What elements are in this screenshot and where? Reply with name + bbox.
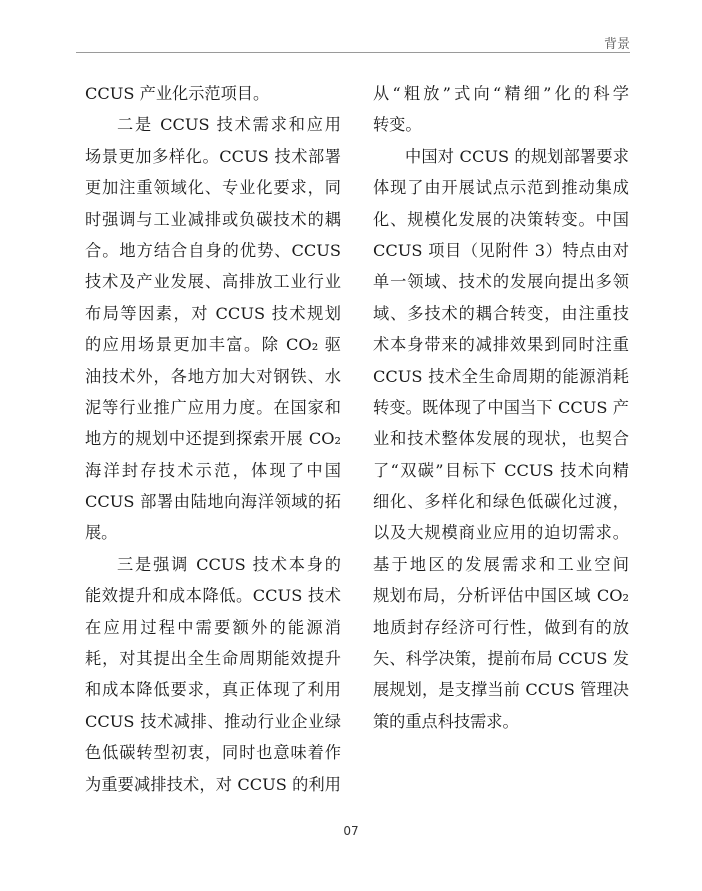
left-text-column — [85, 78, 341, 800]
text-line: 域、多技术的耦合转变，由注重技 — [373, 303, 629, 323]
right-text-column — [373, 78, 629, 737]
text-line: 业和技术整体发展的现状，也契合 — [373, 429, 629, 449]
text-line: 转变。 — [373, 115, 422, 135]
text-line: 单一领域、技术的发展向提出多领 — [373, 272, 629, 292]
text-line: 地方的规划中还提到探索开展 CO₂ — [85, 429, 341, 449]
text-line: 场景更加多样化。CCUS 技术部署 — [85, 146, 341, 166]
text-line: 三是强调 CCUS 技术本身的 — [117, 554, 341, 574]
text-line: CCUS 项目（见附件 3）特点由对 — [373, 240, 629, 260]
text-line: 以及大规模商业应用的迫切需求。 — [373, 523, 629, 543]
text-line: CCUS 产业化示范项目。 — [85, 84, 270, 103]
text-line: 了“双碳”目标下 CCUS 技术向精 — [373, 460, 629, 480]
header-rule — [76, 52, 630, 53]
text-line: 技术及产业发展、高排放工业行业 — [85, 272, 341, 292]
text-line: 中国对 CCUS 的规划部署要求 — [405, 146, 629, 166]
text-line: 合。地方结合自身的优势、CCUS — [85, 240, 341, 260]
text-line: 术本身带来的减排效果到同时注重 — [373, 335, 629, 355]
text-line: 泥等行业推广应用力度。在国家和 — [85, 397, 341, 417]
text-line: 油技术外，各地方加大对钢铁、水 — [85, 366, 341, 386]
text-line: 地质封存经济可行性，做到有的放 — [373, 617, 629, 637]
text-line: 矢、科学决策，提前布局 CCUS 发 — [373, 649, 629, 669]
text-line: 为重要减排技术，对 CCUS 的利用 — [85, 774, 341, 794]
text-line: 展。 — [85, 523, 118, 543]
text-line: 策的重点科技需求。 — [373, 711, 519, 731]
running-header: 背景 — [603, 37, 630, 52]
text-line: 耗，对其提出全生命周期能效提升 — [85, 649, 341, 669]
text-line: 展规划，是支撑当前 CCUS 管理决 — [373, 680, 629, 700]
text-line: CCUS 部署由陆地向海洋领域的拓 — [85, 492, 341, 512]
text-line: 色低碳转型初衷，同时也意味着作 — [85, 743, 341, 763]
text-line: 二是 CCUS 技术需求和应用 — [117, 115, 341, 135]
text-line: 的应用场景更加丰富。除 CO₂ 驱 — [85, 335, 341, 355]
text-line: 时强调与工业减排或负碳技术的耦 — [85, 209, 341, 229]
text-line: 化、规模化发展的决策转变。中国 — [373, 209, 629, 229]
text-line: 细化、多样化和绿色低碳化过渡， — [373, 492, 629, 512]
page-number: 07 — [343, 824, 359, 838]
text-line: 从“粗放”式向“精细”化的科学 — [373, 84, 629, 103]
text-line: 更加注重领域化、专业化要求，同 — [85, 178, 341, 198]
text-line: 基于地区的发展需求和工业空间 — [373, 554, 629, 574]
text-line: 在应用过程中需要额外的能源消 — [85, 617, 341, 637]
text-line: 海洋封存技术示范，体现了中国 — [85, 460, 341, 480]
text-line: 规划布局，分析评估中国区域 CO₂ — [373, 586, 629, 606]
text-line: CCUS 技术减排、推动行业企业绿 — [85, 711, 341, 731]
text-line: CCUS 技术全生命周期的能源消耗 — [373, 366, 629, 386]
text-line: 转变。既体现了中国当下 CCUS 产 — [373, 397, 629, 417]
text-line: 和成本降低要求，真正体现了利用 — [85, 680, 341, 700]
text-line: 能效提升和成本降低。CCUS 技术 — [85, 586, 341, 606]
text-line: 体现了由开展试点示范到推动集成 — [373, 178, 629, 198]
text-line: 布局等因素，对 CCUS 技术规划 — [85, 303, 341, 323]
